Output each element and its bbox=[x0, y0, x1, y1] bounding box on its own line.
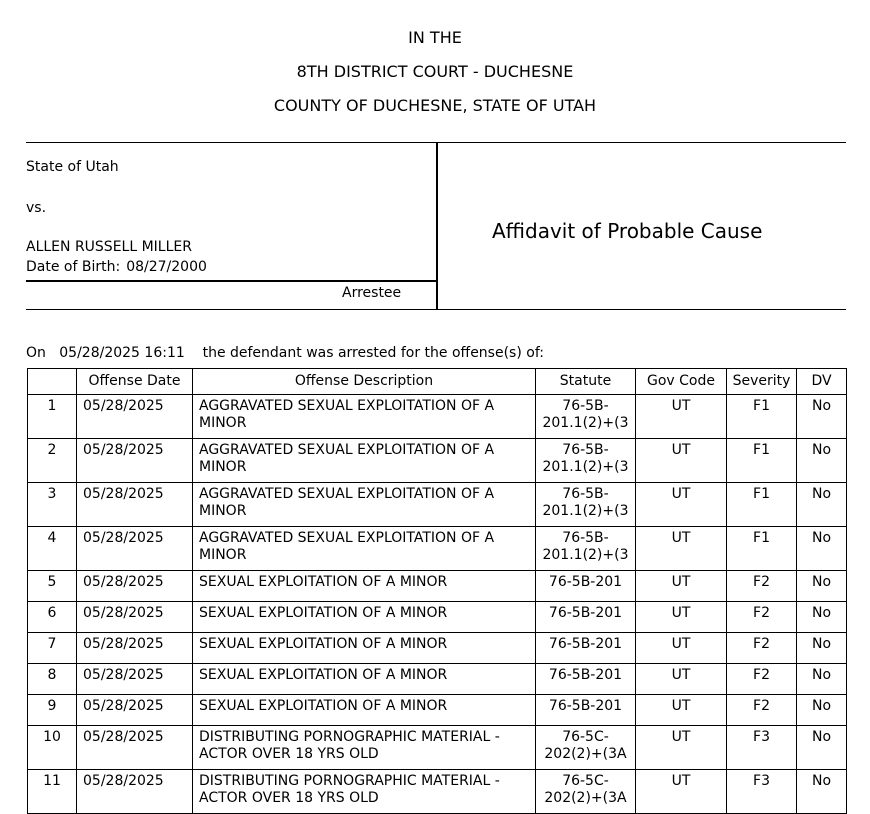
offense-gov-code: UT bbox=[636, 726, 727, 770]
offense-number: 7 bbox=[28, 633, 77, 664]
dob-label: Date of Birth: bbox=[26, 259, 121, 275]
col-header-severity: Severity bbox=[727, 369, 797, 395]
offense-severity: F1 bbox=[727, 395, 797, 439]
offense-date: 05/28/2025 bbox=[77, 483, 193, 527]
case-caption bbox=[26, 142, 846, 310]
offense-dv: No bbox=[797, 633, 847, 664]
offense-gov-code: UT bbox=[636, 483, 727, 527]
offense-number: 3 bbox=[28, 483, 77, 527]
offense-gov-code: UT bbox=[636, 633, 727, 664]
offense-dv: No bbox=[797, 395, 847, 439]
arrestee-divider bbox=[26, 280, 436, 282]
offense-severity: F3 bbox=[727, 726, 797, 770]
offense-date: 05/28/2025 bbox=[77, 602, 193, 633]
offense-statute: 76-5B-201.1(2)+(3 bbox=[536, 439, 636, 483]
arrest-datetime: 05/28/2025 16:11 bbox=[59, 345, 185, 361]
offense-description: AGGRAVATED SEXUAL EXPLOITATION OF A MINOR bbox=[193, 527, 536, 571]
offense-number: 10 bbox=[28, 726, 77, 770]
offense-dv: No bbox=[797, 695, 847, 726]
table-row bbox=[28, 602, 847, 633]
offense-description: SEXUAL EXPLOITATION OF A MINOR bbox=[193, 695, 536, 726]
dob-value: 08/27/2000 bbox=[126, 259, 207, 275]
offense-statute: 76-5B-201.1(2)+(3 bbox=[536, 527, 636, 571]
offense-number: 1 bbox=[28, 395, 77, 439]
plaintiff-name: State of Utah bbox=[26, 159, 119, 175]
offense-number: 9 bbox=[28, 695, 77, 726]
offense-date: 05/28/2025 bbox=[77, 664, 193, 695]
offense-description: SEXUAL EXPLOITATION OF A MINOR bbox=[193, 571, 536, 602]
offense-dv: No bbox=[797, 602, 847, 633]
defendant-dob bbox=[26, 259, 207, 275]
offense-number: 5 bbox=[28, 571, 77, 602]
offense-statute: 76-5B-201 bbox=[536, 633, 636, 664]
offense-gov-code: UT bbox=[636, 439, 727, 483]
offense-statute: 76-5B-201 bbox=[536, 571, 636, 602]
table-row bbox=[28, 483, 847, 527]
offense-date: 05/28/2025 bbox=[77, 439, 193, 483]
offense-description: AGGRAVATED SEXUAL EXPLOITATION OF A MINOR bbox=[193, 439, 536, 483]
table-row bbox=[28, 527, 847, 571]
col-header-dv: DV bbox=[797, 369, 847, 395]
offense-gov-code: UT bbox=[636, 695, 727, 726]
offense-severity: F2 bbox=[727, 664, 797, 695]
offense-date: 05/28/2025 bbox=[77, 770, 193, 814]
offense-number: 2 bbox=[28, 439, 77, 483]
offense-description: SEXUAL EXPLOITATION OF A MINOR bbox=[193, 602, 536, 633]
offense-number: 11 bbox=[28, 770, 77, 814]
offense-description: SEXUAL EXPLOITATION OF A MINOR bbox=[193, 664, 536, 695]
offense-gov-code: UT bbox=[636, 664, 727, 695]
offense-severity: F1 bbox=[727, 439, 797, 483]
offense-number: 6 bbox=[28, 602, 77, 633]
offense-description: SEXUAL EXPLOITATION OF A MINOR bbox=[193, 633, 536, 664]
offense-statute: 76-5B-201 bbox=[536, 602, 636, 633]
offense-severity: F1 bbox=[727, 483, 797, 527]
col-header-statute: Statute bbox=[536, 369, 636, 395]
offense-severity: F2 bbox=[727, 571, 797, 602]
offense-description: AGGRAVATED SEXUAL EXPLOITATION OF A MINOR bbox=[193, 483, 536, 527]
offense-statute: 76-5B-201.1(2)+(3 bbox=[536, 483, 636, 527]
offense-dv: No bbox=[797, 527, 847, 571]
table-row bbox=[28, 770, 847, 814]
offense-severity: F1 bbox=[727, 527, 797, 571]
document-title: Affidavit of Probable Cause bbox=[492, 219, 763, 243]
court-header-line-1: IN THE bbox=[408, 28, 462, 47]
offense-statute: 76-5B-201 bbox=[536, 695, 636, 726]
offense-dv: No bbox=[797, 439, 847, 483]
offense-description: DISTRIBUTING PORNOGRAPHIC MATERIAL - ACTOR OVER 18 YRS OLD bbox=[193, 726, 536, 770]
offense-dv: No bbox=[797, 483, 847, 527]
offense-date: 05/28/2025 bbox=[77, 527, 193, 571]
arrest-on-label: On bbox=[26, 345, 46, 361]
caption-vertical-divider bbox=[436, 143, 438, 309]
offense-number: 4 bbox=[28, 527, 77, 571]
table-row bbox=[28, 664, 847, 695]
offense-statute: 76-5B-201 bbox=[536, 664, 636, 695]
table-row bbox=[28, 439, 847, 483]
offense-date: 05/28/2025 bbox=[77, 695, 193, 726]
offense-dv: No bbox=[797, 571, 847, 602]
offense-date: 05/28/2025 bbox=[77, 726, 193, 770]
offense-date: 05/28/2025 bbox=[77, 633, 193, 664]
offense-table bbox=[27, 368, 847, 814]
col-header-gov-code: Gov Code bbox=[636, 369, 727, 395]
defendant-name: ALLEN RUSSELL MILLER bbox=[26, 239, 192, 255]
offense-dv: No bbox=[797, 726, 847, 770]
col-header-offense-description: Offense Description bbox=[193, 369, 536, 395]
offense-gov-code: UT bbox=[636, 395, 727, 439]
court-header-line-3: COUNTY OF DUCHESNE, STATE OF UTAH bbox=[273, 96, 597, 115]
col-header-number bbox=[28, 369, 77, 395]
table-row bbox=[28, 571, 847, 602]
table-row bbox=[28, 726, 847, 770]
offense-description: AGGRAVATED SEXUAL EXPLOITATION OF A MINOR bbox=[193, 395, 536, 439]
offense-severity: F3 bbox=[727, 770, 797, 814]
offense-statute: 76-5C-202(2)+(3A bbox=[536, 726, 636, 770]
offense-gov-code: UT bbox=[636, 602, 727, 633]
offense-date: 05/28/2025 bbox=[77, 395, 193, 439]
offense-description: DISTRIBUTING PORNOGRAPHIC MATERIAL - ACTOR OVER 18 YRS OLD bbox=[193, 770, 536, 814]
offense-table-header bbox=[28, 369, 847, 395]
offense-statute: 76-5C-202(2)+(3A bbox=[536, 770, 636, 814]
offense-date: 05/28/2025 bbox=[77, 571, 193, 602]
offense-severity: F2 bbox=[727, 602, 797, 633]
court-header-line-2: 8TH DISTRICT COURT - DUCHESNE bbox=[296, 62, 574, 81]
arrest-text: the defendant was arrested for the offense(s) of: bbox=[202, 345, 544, 361]
offense-dv: No bbox=[797, 770, 847, 814]
table-row bbox=[28, 395, 847, 439]
offense-dv: No bbox=[797, 664, 847, 695]
offense-gov-code: UT bbox=[636, 527, 727, 571]
offense-number: 8 bbox=[28, 664, 77, 695]
versus-label: vs. bbox=[26, 200, 47, 216]
arrest-statement bbox=[26, 345, 544, 361]
offense-gov-code: UT bbox=[636, 770, 727, 814]
table-row bbox=[28, 633, 847, 664]
offense-severity: F2 bbox=[727, 695, 797, 726]
offense-statute: 76-5B-201.1(2)+(3 bbox=[536, 395, 636, 439]
table-row bbox=[28, 695, 847, 726]
arrestee-label: Arrestee bbox=[342, 285, 402, 301]
offense-gov-code: UT bbox=[636, 571, 727, 602]
offense-severity: F2 bbox=[727, 633, 797, 664]
col-header-offense-date: Offense Date bbox=[77, 369, 193, 395]
